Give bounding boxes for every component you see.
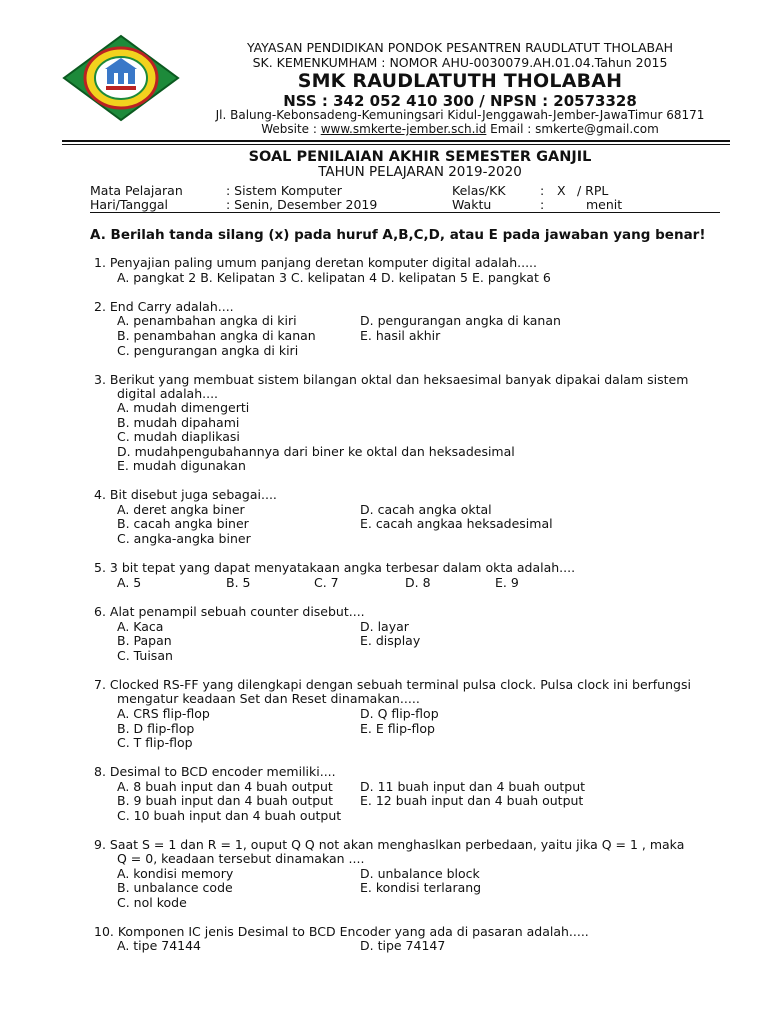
subject-value: : Sistem Komputer — [226, 183, 342, 198]
option-b: B. 5 — [226, 575, 251, 590]
option-d: D. 8 — [405, 575, 431, 590]
option-b: B. penambahan angka di kanan — [117, 328, 316, 343]
question-10: 10. Komponen IC jenis Desimal to BCD Encoder yang ada di pasaran adalah..... — [94, 924, 589, 939]
option-c: C. pengurangan angka di kiri — [117, 343, 299, 358]
option-b: B. mudah dipahami — [117, 415, 240, 430]
option-e: E. display — [360, 633, 421, 648]
option-a: A. 8 buah input dan 4 buah output — [117, 779, 333, 794]
contact-line — [190, 122, 730, 136]
option-c: C. 10 buah input dan 4 buah output — [117, 808, 342, 823]
option-a: A. 5 — [117, 575, 142, 590]
option-d: D. pengurangan angka di kanan — [360, 313, 561, 328]
option-d: D. mudahpengubahannya dari biner ke oktal dan heksadesimal — [117, 444, 515, 459]
class-major: / RPL — [577, 183, 609, 198]
option-e: E. hasil akhir — [360, 328, 441, 343]
option-a: A. CRS flip-flop — [117, 706, 210, 721]
header-divider — [62, 140, 730, 142]
time-unit: menit — [586, 197, 623, 212]
subject-label: Mata Pelajaran — [90, 183, 183, 198]
question-7-cont: mengatur keadaan Set dan Reset dinamakan..... — [117, 691, 420, 706]
question-5: 5. 3 bit tepat yang dapat menyatakaan angka terbesar dalam okta adalah.... — [94, 560, 576, 575]
option-d: D. unbalance block — [360, 866, 480, 881]
question-8: 8. Desimal to BCD encoder memiliki.... — [94, 764, 336, 779]
question-1-options: A. pangkat 2 B. Kelipatan 3 C. kelipatan 4 D. kelipatan 5 E. pangkat 6 — [117, 270, 551, 285]
option-b: B. cacah angka biner — [117, 516, 249, 531]
class-label: Kelas/KK — [452, 183, 506, 198]
question-9: 9. Saat S = 1 dan R = 1, ouput Q Q not akan menghaslkan perbedaan, yaitu jika Q = 1 , maka — [94, 837, 685, 852]
exam-title: SOAL PENILAIAN AKHIR SEMESTER GANJIL — [248, 149, 592, 165]
info-divider — [90, 212, 720, 213]
website-label: Website : — [261, 122, 321, 136]
class-value: X — [557, 183, 566, 198]
option-b: B. D flip-flop — [117, 721, 195, 736]
option-a: A. tipe 74144 — [117, 938, 202, 953]
option-d: D. cacah angka oktal — [360, 502, 492, 517]
school-registration: NSS : 342 052 410 300 / NPSN : 20573328 — [283, 92, 637, 110]
time-sep: : — [540, 197, 545, 212]
school-name: SMK RAUDLATUTH THOLABAH — [297, 70, 623, 92]
question-3: 3. Berikut yang membuat sistem bilangan oktal dan heksaesimal banyak dipakai dalam sistem — [94, 372, 689, 387]
class-sep: : — [540, 183, 545, 198]
option-c: C. nol kode — [117, 895, 187, 910]
question-9-cont: Q = 0, keadaan tersebut dinamakan .... — [117, 851, 365, 866]
question-1: 1. Penyajian paling umum panjang deretan komputer digital adalah..... — [94, 255, 537, 270]
exam-year: TAHUN PELAJARAN 2019-2020 — [318, 164, 522, 180]
option-b: B. Papan — [117, 633, 172, 648]
option-e: E. 12 buah input dan 4 buah output — [360, 793, 584, 808]
question-6: 6. Alat penampil sebuah counter disebut.... — [94, 604, 365, 619]
option-c: C. T flip-flop — [117, 735, 193, 750]
option-e: E. E flip-flop — [360, 721, 435, 736]
question-2: 2. End Carry adalah.... — [94, 299, 234, 314]
option-b: B. unbalance code — [117, 880, 233, 895]
option-e: E. 9 — [495, 575, 519, 590]
day-value: : Senin, Desember 2019 — [226, 197, 378, 212]
option-a: A. kondisi memory — [117, 866, 234, 881]
option-e: E. mudah digunakan — [117, 458, 246, 473]
option-d: D. Q flip-flop — [360, 706, 439, 721]
option-c: C. angka-angka biner — [117, 531, 251, 546]
option-e: E. kondisi terlarang — [360, 880, 482, 895]
header-divider-thin — [62, 144, 730, 145]
option-b: B. 9 buah input dan 4 buah output — [117, 793, 334, 808]
instruction: A. Berilah tanda silang (x) pada huruf A,B,C,D, atau E pada jawaban yang benar! — [90, 227, 706, 243]
option-a: A. penambahan angka di kiri — [117, 313, 297, 328]
decree-number: SK. KEMENKUMHAM : NOMOR AHU-0030079.AH.01.04.Tahun 2015 — [252, 55, 668, 70]
school-logo — [62, 34, 180, 122]
option-a: A. mudah dimengerti — [117, 400, 250, 415]
option-c: C. 7 — [314, 575, 339, 590]
option-e: E. cacah angkaa heksadesimal — [360, 516, 553, 531]
question-7: 7. Clocked RS-FF yang dilengkapi dengan sebuah terminal pulsa clock. Pulsa clock ini berfungsi — [94, 677, 691, 692]
option-c: C. mudah diaplikasi — [117, 429, 240, 444]
foundation-name: YAYASAN PENDIDIKAN PONDOK PESANTREN RAUDLATUT THOLABAH — [246, 40, 674, 55]
day-label: Hari/Tanggal — [90, 197, 169, 212]
time-label: Waktu — [452, 197, 492, 212]
option-a: A. Kaca — [117, 619, 164, 634]
question-3-cont: digital adalah.... — [117, 386, 219, 401]
option-d: D. 11 buah input dan 4 buah output — [360, 779, 586, 794]
option-c: C. Tuisan — [117, 648, 173, 663]
school-address: Jl. Balung-Kebonsadeng-Kemuningsari Kidul-Jenggawah-Jember-JawaTimur 68171 — [215, 108, 705, 122]
option-a: A. deret angka biner — [117, 502, 245, 517]
email-text: Email : smkerte@gmail.com — [486, 122, 659, 136]
option-d: D. layar — [360, 619, 409, 634]
question-4: 4. Bit disebut juga sebagai.... — [94, 487, 277, 502]
option-d: D. tipe 74147 — [360, 938, 446, 953]
website-link[interactable]: www.smkerte-jember.sch.id — [320, 122, 487, 136]
